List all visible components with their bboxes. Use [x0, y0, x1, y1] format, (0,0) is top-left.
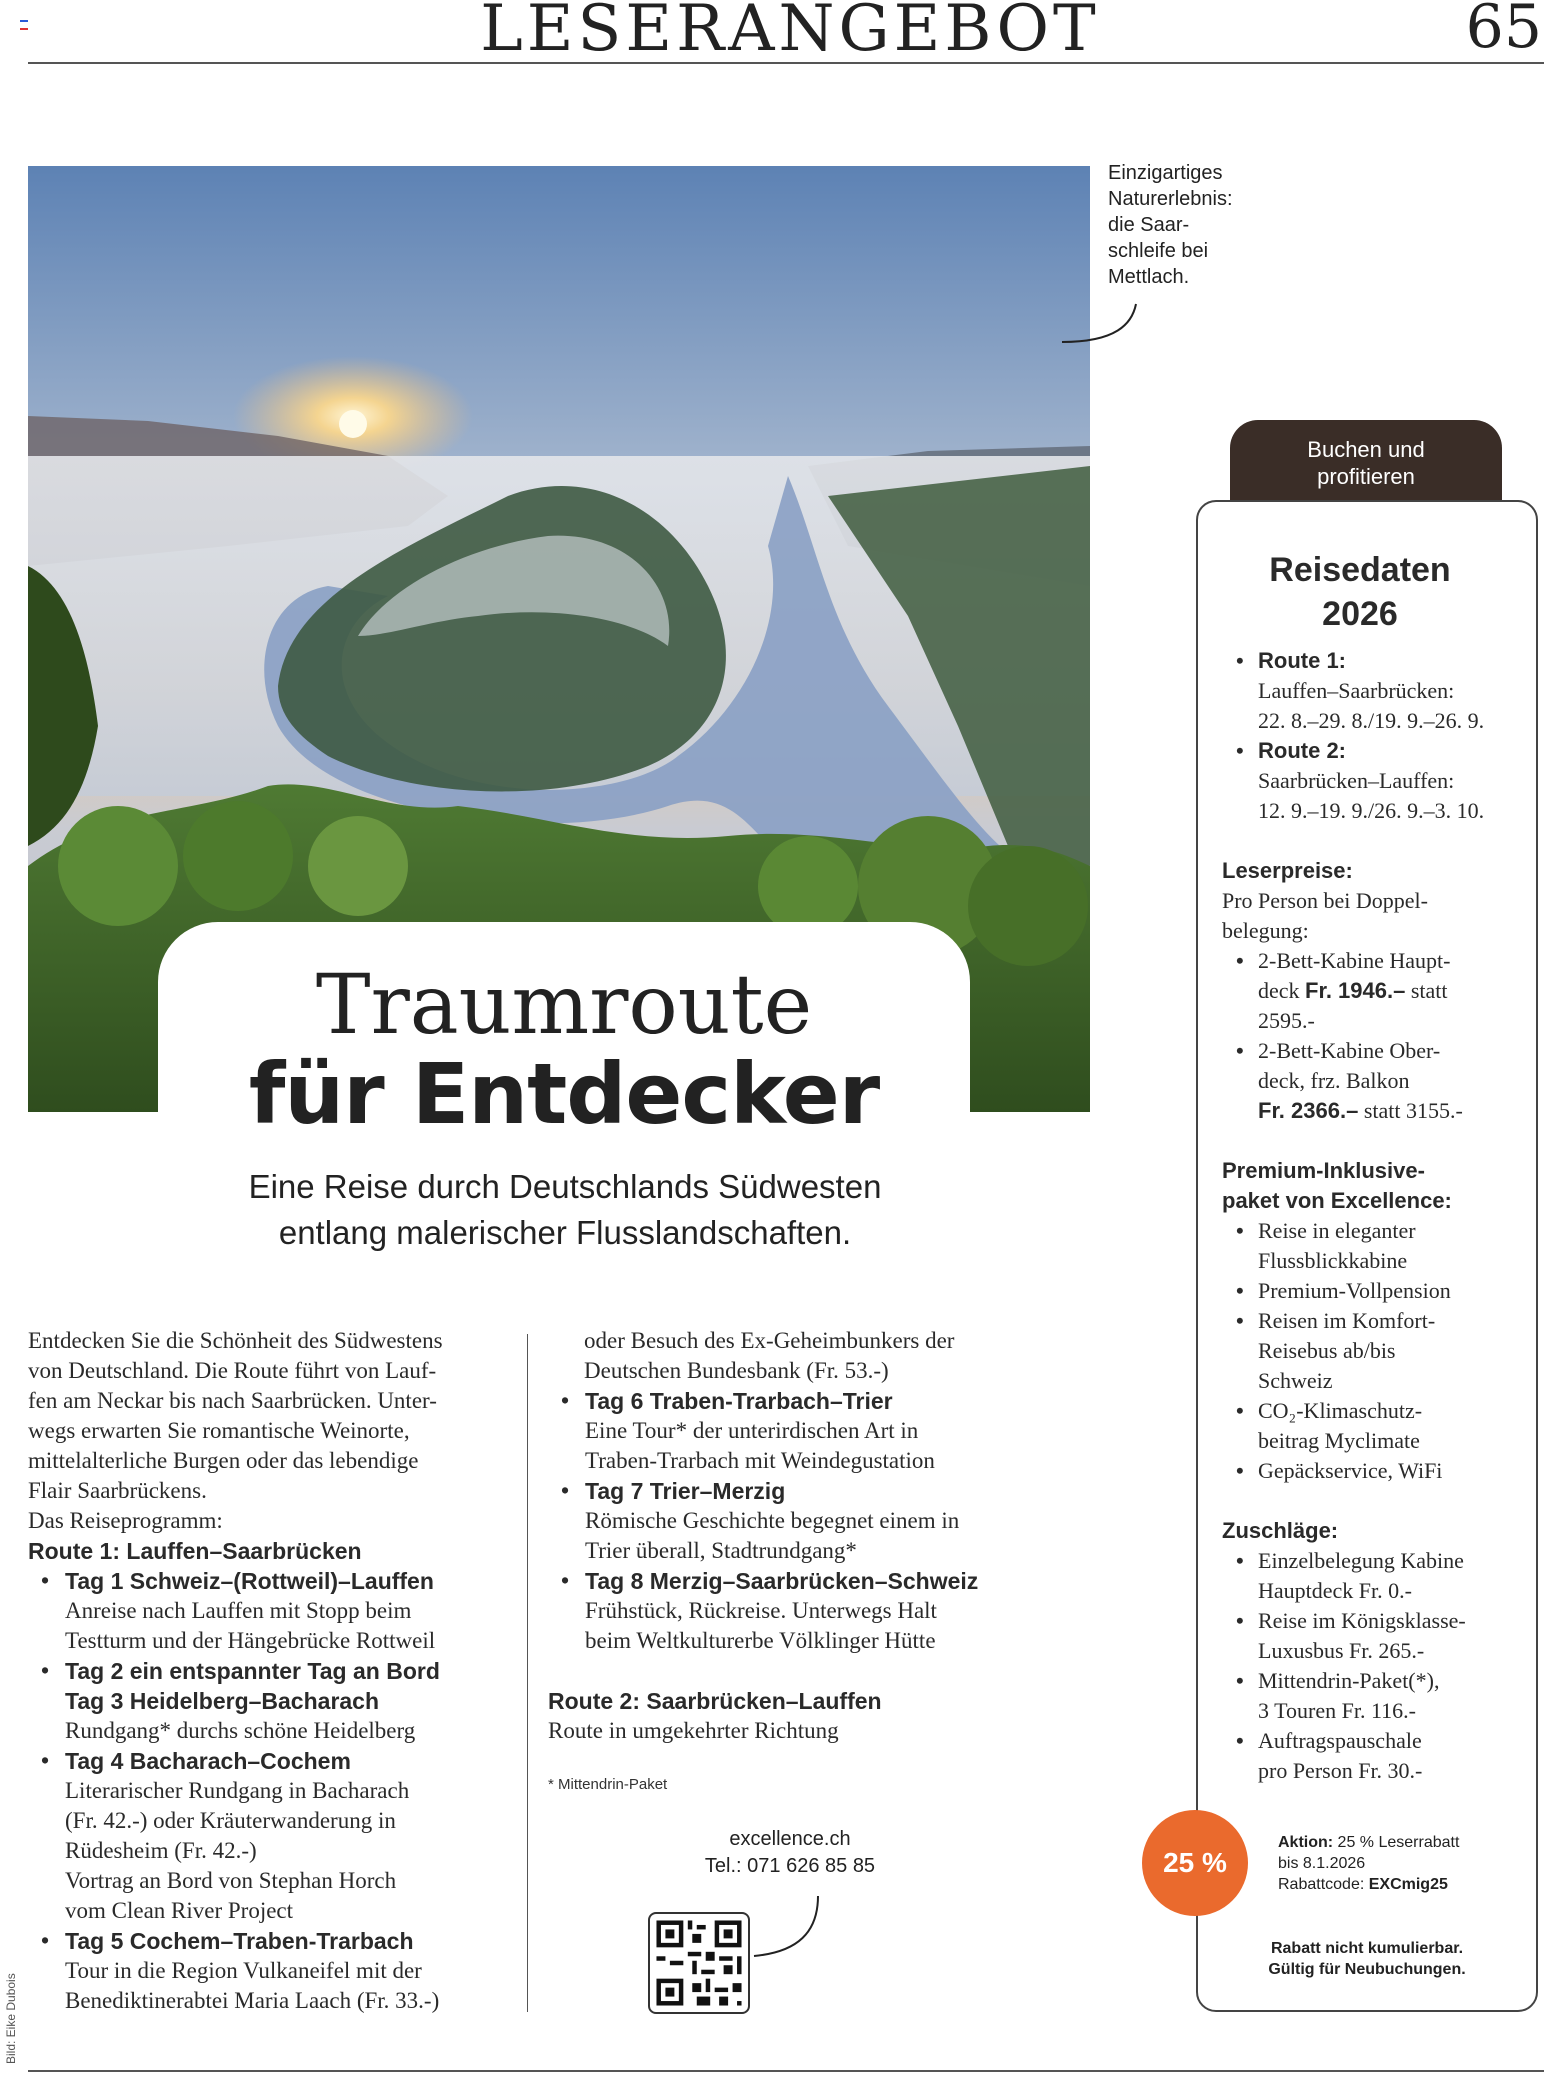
premium-item	[1222, 1456, 1528, 1486]
footnote: * Mittendrin-Paket	[548, 1776, 668, 1793]
body-column-1	[28, 1326, 518, 2016]
image-caption	[1108, 160, 1278, 290]
price-text: statt	[1405, 978, 1448, 1003]
premium-heading: Premium-Inklusive-	[1222, 1158, 1425, 1183]
day-text: Anreise nach Lauffen mit Stopp beim	[65, 1598, 412, 1623]
prices-heading: Leserpreise:	[1222, 858, 1353, 883]
prices-intro: Pro Person bei Doppel-	[1222, 888, 1428, 913]
itinerary-list	[548, 1386, 1048, 1656]
qr-code[interactable]	[648, 1912, 750, 2014]
day-text: Benediktinerabtei Maria Laach (Fr. 33.-)	[65, 1988, 440, 2013]
page-number: 65	[1465, 0, 1542, 62]
item-line: • Reise im Königsklasse-	[1258, 1608, 1466, 1633]
itinerary-day	[28, 1926, 518, 2016]
day-text: Vortrag an Bord von Stephan Horch	[65, 1868, 397, 1893]
intro-line: Flair Saarbrückens.	[28, 1478, 207, 1503]
note-line: Gültig für Neubuchungen.	[1268, 1961, 1466, 1978]
subtitle-line: Eine Reise durch Deutschlands Südwesten	[248, 1168, 882, 1205]
caption-line: Naturerlebnis:	[1108, 188, 1233, 210]
item-line: beitrag Myclimate	[1258, 1428, 1420, 1453]
offer-details	[1278, 1832, 1518, 1895]
route-line: Saarbrücken–Lauffen:	[1258, 768, 1455, 793]
contact-info	[640, 1826, 940, 1880]
article-subtitle	[150, 1164, 980, 1256]
tab-label-line: Buchen und	[1307, 437, 1425, 462]
route-line: Lauffen–Saarbrücken:	[1258, 678, 1455, 703]
route-name: • Route 2:	[1258, 738, 1346, 763]
item-line: Reisebus ab/bis	[1258, 1338, 1396, 1363]
photo-credit: Bild: Eike Dubois	[4, 1973, 18, 2064]
day-title: Tag 3 Heidelberg–Bacharach	[65, 1688, 380, 1714]
item-line: • CO₂-Klimaschutz-	[1258, 1398, 1423, 1423]
premium-item	[1222, 1306, 1528, 1396]
travel-dates-heading	[1222, 548, 1498, 636]
route2-heading: Route 2: Saarbrücken–Lauffen	[548, 1688, 882, 1714]
booking-tab	[1230, 420, 1502, 504]
intro-line: mittelalterliche Burgen oder das lebendige	[28, 1448, 419, 1473]
footer-rule	[28, 2070, 1544, 2072]
price-text: statt 3155.-	[1358, 1098, 1463, 1123]
day-text: Frühstück, Rückreise. Unterwegs Halt	[585, 1598, 937, 1623]
day-title: • Tag 4 Bacharach–Cochem	[65, 1748, 351, 1774]
surcharge-item	[1222, 1726, 1528, 1786]
day-text: Rundgang* durchs schöne Heidelberg	[65, 1718, 416, 1743]
item-line: • Reisen im Komfort-	[1258, 1308, 1436, 1333]
itinerary-day	[548, 1386, 1048, 1476]
offer-text: 25 % Leserrabatt	[1333, 1834, 1460, 1851]
itinerary-day	[548, 1476, 1048, 1566]
intro-line: wegs erwarten Sie romantische Weinorte,	[28, 1418, 410, 1443]
caption-line: schleife bei	[1108, 240, 1209, 262]
item-line: Schweiz	[1258, 1368, 1333, 1393]
prices-intro: belegung:	[1222, 918, 1309, 943]
day-text: (Fr. 42.-) oder Kräuterwanderung in	[65, 1808, 396, 1833]
travel-dates	[1222, 646, 1528, 1786]
header-rule	[28, 62, 1544, 64]
day-text: Rüdesheim (Fr. 42.-)	[65, 1838, 257, 1863]
day-title: • Tag 1 Schweiz–(Rottweil)–Lauffen	[65, 1568, 434, 1594]
item-line: • Reise in eleganter	[1258, 1218, 1416, 1243]
section-title: LESERANGEBOT	[480, 0, 1100, 66]
qr-pointer	[752, 1892, 822, 1972]
caption-pointer	[1060, 300, 1140, 350]
qr-code-graphic	[652, 1916, 746, 2010]
premium-item	[1222, 1276, 1528, 1306]
premium-heading: paket von Excellence:	[1222, 1188, 1452, 1213]
caption-line: die Saar-	[1108, 214, 1190, 236]
day-title: • Tag 7 Trier–Merzig	[585, 1478, 786, 1504]
item-line: • Einzelbelegung Kabine	[1258, 1548, 1464, 1573]
route-line: 12. 9.–19. 9./26. 9.–3. 10.	[1258, 798, 1485, 823]
route1-heading: Route 1: Lauffen–Saarbrücken	[28, 1538, 362, 1564]
caption-line: Einzigartiges	[1108, 162, 1223, 184]
intro-line: fen am Neckar bis nach Saarbrücken. Unter-	[28, 1388, 437, 1413]
intro-line: Entdecken Sie die Schönheit des Südwestens	[28, 1328, 443, 1353]
body-column-2	[548, 1326, 1048, 1746]
day-text: Römische Geschichte begegnet einem in	[585, 1508, 960, 1533]
day-text: Testturm und der Hängebrücke Rottweil	[65, 1628, 436, 1653]
day-text: Traben-Trarbach mit Weindegustation	[585, 1448, 935, 1473]
itinerary-day	[548, 1566, 1048, 1656]
day-title: • Tag 5 Cochem–Traben-Trarbach	[65, 1928, 414, 1954]
contact-phone: Tel.: 071 626 85 85	[704, 1855, 876, 1877]
surcharge-item	[1222, 1546, 1528, 1606]
day-title: • Tag 6 Traben-Trarbach–Trier	[585, 1388, 893, 1414]
article-title-line1: Traumroute	[315, 958, 813, 1053]
offer-deadline: bis 8.1.2026	[1278, 1855, 1366, 1872]
itinerary-day	[28, 1656, 518, 1746]
item-line: Hauptdeck Fr. 0.-	[1258, 1578, 1412, 1603]
price-text: deck	[1258, 978, 1306, 1003]
offer-code: EXCmig25	[1368, 1876, 1448, 1893]
itinerary-list	[28, 1566, 518, 2016]
discount-badge: 25 %	[1142, 1810, 1248, 1916]
booking-box-content	[1222, 548, 1528, 1786]
price-value: Fr. 2366.–	[1258, 1098, 1359, 1123]
day-text: vom Clean River Project	[65, 1898, 294, 1923]
contact-website-link[interactable]: excellence.ch	[729, 1828, 851, 1850]
day-text: Literarischer Rundgang in Bacharach	[65, 1778, 410, 1803]
surcharges-heading: Zuschläge:	[1222, 1518, 1339, 1543]
article-title-line2: für Entdecker	[248, 1045, 880, 1143]
offer-label: Aktion:	[1278, 1834, 1334, 1851]
premium-item	[1222, 1396, 1528, 1456]
note-line: Rabatt nicht kumulierbar.	[1270, 1940, 1464, 1957]
item-line: • Gepäckservice, WiFi	[1258, 1458, 1443, 1483]
item-line: • Premium-Vollpension	[1258, 1278, 1451, 1303]
day-text: Tour in die Region Vulkaneifel mit der	[65, 1958, 422, 1983]
itinerary-day	[28, 1566, 518, 1656]
itinerary-day	[28, 1746, 518, 1926]
price-text: 2595.-	[1258, 1008, 1315, 1033]
route2-text: Route in umgekehrter Richtung	[548, 1718, 839, 1743]
continuation-line: Deutschen Bundesbank (Fr. 53.-)	[584, 1358, 889, 1383]
route-line: 22. 8.–29. 8./19. 9.–26. 9.	[1258, 708, 1485, 733]
premium-item	[1222, 1216, 1528, 1276]
day-text: Trier überall, Stadtrundgang*	[585, 1538, 857, 1563]
day-text: Eine Tour* der unterirdischen Art in	[585, 1418, 919, 1443]
price-text: • 2-Bett-Kabine Haupt-	[1258, 948, 1451, 973]
column-divider	[527, 1334, 528, 2012]
surcharge-item	[1222, 1606, 1528, 1666]
subtitle-line: entlang malerischer Flusslandschaften.	[278, 1214, 852, 1251]
route-dates	[1222, 736, 1528, 826]
item-line: • Auftragspauschale	[1258, 1728, 1422, 1753]
price-item	[1222, 1036, 1528, 1126]
price-text: deck, frz. Balkon	[1258, 1068, 1410, 1093]
day-title: • Tag 2 ein entspannter Tag an Bord	[65, 1658, 440, 1684]
item-line: • Mittendrin-Paket(*),	[1258, 1668, 1440, 1693]
route-name: • Route 1:	[1258, 648, 1346, 673]
price-value: Fr. 1946.–	[1305, 978, 1406, 1003]
price-item	[1222, 946, 1528, 1036]
item-line: pro Person Fr. 30.-	[1258, 1758, 1423, 1783]
intro-line: von Deutschland. Die Route führt von Lauf-	[28, 1358, 437, 1383]
heading-line: 2026	[1322, 595, 1398, 633]
surcharge-item	[1222, 1666, 1528, 1726]
item-line: Flussblickkabine	[1258, 1248, 1408, 1273]
offer-code-label: Rabattcode:	[1278, 1876, 1369, 1893]
intro-line: Das Reiseprogramm:	[28, 1508, 223, 1533]
continuation-line: oder Besuch des Ex-Geheimbunkers der	[584, 1328, 955, 1353]
route-dates	[1222, 646, 1528, 736]
day-text: beim Weltkulturerbe Völklinger Hütte	[585, 1628, 936, 1653]
caption-line: Mettlach.	[1108, 266, 1190, 288]
heading-line: Reisedaten	[1269, 551, 1451, 589]
item-line: 3 Touren Fr. 116.-	[1258, 1698, 1416, 1723]
tab-label-line: profitieren	[1317, 464, 1415, 489]
offer-note	[1222, 1938, 1512, 1980]
item-line: Luxusbus Fr. 265.-	[1258, 1638, 1425, 1663]
day-title: • Tag 8 Merzig–Saarbrücken–Schweiz	[585, 1568, 979, 1594]
price-text: • 2-Bett-Kabine Ober-	[1258, 1038, 1441, 1063]
